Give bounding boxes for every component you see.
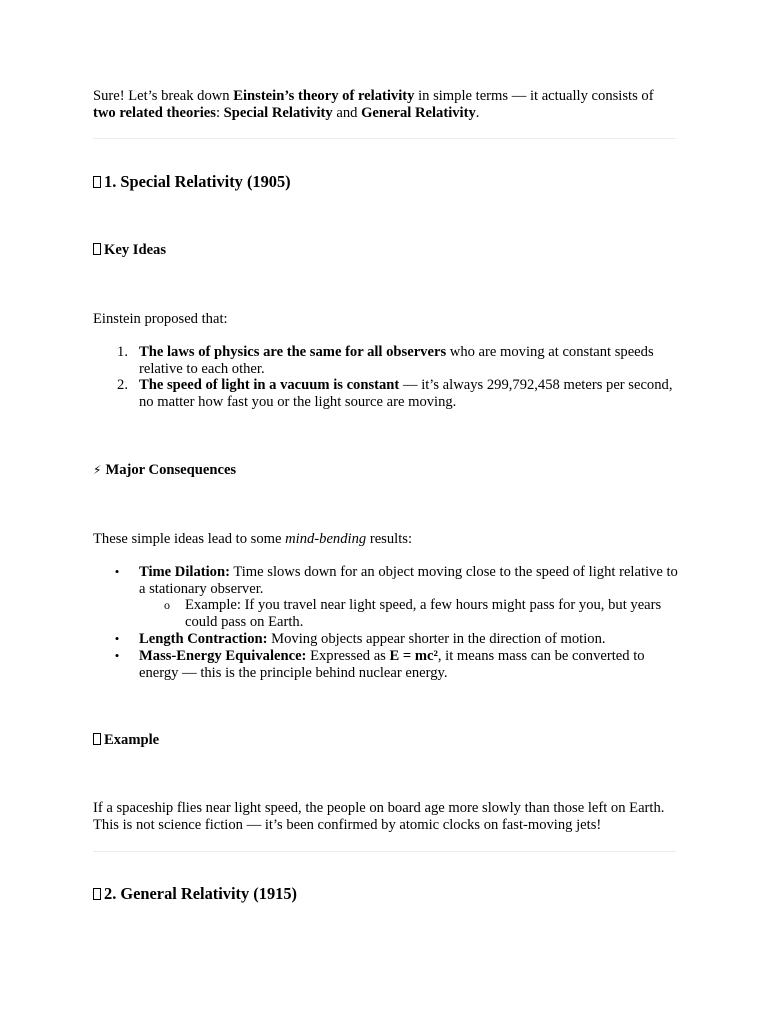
divider	[93, 851, 676, 852]
intro-text-4: and	[332, 104, 362, 121]
bullet-marker: •	[114, 648, 120, 663]
lightning-icon: ⚡	[93, 463, 102, 477]
bullet-marker: •	[114, 631, 120, 646]
section-heading-text: 1. Special Relativity (1905)	[104, 172, 291, 191]
intro-text-5: .	[475, 104, 480, 121]
list-item-text: who are moving at constant speeds relative to each other.	[139, 344, 654, 377]
formula: E = mc²	[389, 648, 438, 664]
list-marker: 2.	[117, 377, 128, 393]
consequences-intro-emphasis: mind-bending	[285, 531, 367, 547]
intro-text-2: in simple terms — it actually consists of	[414, 88, 654, 104]
list-item	[139, 377, 679, 410]
bullet-marker: •	[114, 564, 120, 579]
intro-text-1: Sure! Let’s break down	[93, 88, 234, 104]
subheading-text: Key Ideas	[104, 242, 167, 258]
list-item	[139, 564, 679, 597]
list-item-bold: The laws of physics are the same for all observers	[139, 344, 447, 360]
intro-text-3: :	[215, 104, 224, 121]
subheading-key-ideas	[93, 241, 677, 259]
list-item-text: Expressed as	[306, 648, 390, 664]
missing-glyph-icon	[93, 888, 101, 900]
subheading-text: Example	[104, 732, 160, 748]
consequences-intro	[93, 531, 677, 548]
subheading-example	[93, 731, 677, 749]
intro-bold-special: Special Relativity	[223, 104, 333, 121]
intro-bold-two-theories: two related theories	[93, 104, 216, 121]
list-item-text: Moving objects appear shorter in the direction of motion.	[267, 631, 606, 647]
subheading-major-consequences	[93, 461, 677, 479]
section-heading-special-relativity	[93, 172, 677, 192]
list-item	[139, 344, 679, 377]
list-item	[139, 648, 679, 681]
list-item-text-end: , it means mass can be converted to energy — this is the principle behind nuclear energy.	[139, 648, 645, 681]
sub-bullet-marker: o	[164, 598, 170, 612]
example-paragraph: If a spaceship flies near light speed, the people on board age more slowly than those left on Earth. This is not science fiction — it’s been confirmed by atomic clocks on fast-moving jets!	[93, 800, 665, 833]
list-item-text: Time slows down for an object moving close to the speed of light relative to a stationary observer.	[139, 564, 678, 597]
sub-list-item: Example: If you travel near light speed, a few hours might pass for you, but years could pass on Earth.	[185, 597, 662, 630]
subheading-text: Major Consequences	[105, 462, 237, 478]
intro-paragraph	[93, 88, 677, 121]
missing-glyph-icon	[93, 176, 101, 188]
list-item	[139, 631, 679, 648]
consequences-intro-text: These simple ideas lead to some	[93, 531, 286, 547]
section-heading-text: 2. General Relativity (1915)	[104, 884, 297, 903]
list-item-bold: Mass-Energy Equivalence:	[139, 648, 307, 664]
intro-bold-theory: Einstein’s theory of relativity	[233, 88, 415, 104]
list-marker: 1.	[117, 344, 128, 360]
list-item-bold: The speed of light in a vacuum is constant	[139, 377, 400, 393]
list-item-bold: Time Dilation:	[139, 564, 230, 580]
divider	[93, 138, 676, 139]
intro-bold-general: General Relativity	[361, 104, 476, 121]
missing-glyph-icon	[93, 243, 101, 255]
list-item-text: — it’s always 299,792,458 meters per second, no matter how fast you or the light source are moving.	[139, 377, 673, 410]
section-heading-general-relativity	[93, 884, 677, 904]
missing-glyph-icon	[93, 733, 101, 745]
list-item-bold: Length Contraction:	[139, 631, 268, 647]
key-ideas-intro: Einstein proposed that:	[93, 311, 228, 327]
consequences-intro-text-end: results:	[366, 531, 412, 547]
